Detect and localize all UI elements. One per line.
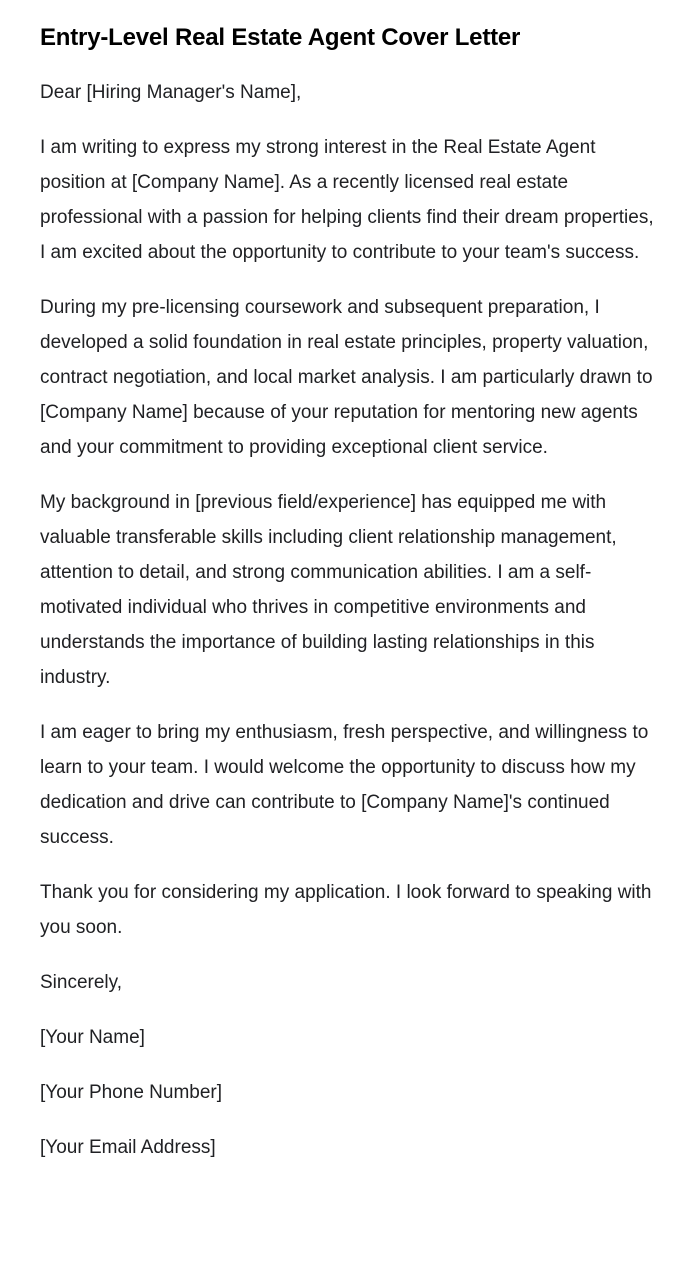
signature-email: [Your Email Address]	[40, 1137, 216, 1158]
page-title: Entry-Level Real Estate Agent Cover Letter	[40, 24, 521, 51]
paragraph-intro: I am writing to express my strong interest in the Real Estate Agent position at [Company Name]. As a recently licensed real estate professional with a passion for helping clients find their dream properties, I am excited about the opportunity to contribute to your team's success.	[40, 137, 654, 263]
closing: Sincerely,	[40, 972, 123, 993]
paragraph-background: My background in [previous field/experience] has equipped me with valuable transferable skills including client relationship management, attention to detail, and strong communication abilities. I am a self-motivated individual who thrives in competitive environments and understands the importance of building lasting relationships in this industry.	[40, 492, 617, 688]
signature-phone: [Your Phone Number]	[40, 1082, 223, 1103]
salutation: Dear [Hiring Manager's Name],	[40, 82, 302, 103]
signature-name: [Your Name]	[40, 1027, 145, 1048]
paragraph-eagerness: I am eager to bring my enthusiasm, fresh perspective, and willingness to learn to your team. I would welcome the opportunity to discuss how my dedication and drive can contribute to [Company Name]'s continued success.	[40, 722, 649, 848]
paragraph-coursework: During my pre-licensing coursework and subsequent preparation, I developed a solid foundation in real estate principles, property valuation, contract negotiation, and local market analysis. I am particularly drawn to [Company Name] because of your reputation for mentoring new agents and your commitment to providing exceptional client service.	[40, 297, 653, 458]
paragraph-thanks: Thank you for considering my application. I look forward to speaking with you soon.	[40, 882, 652, 938]
